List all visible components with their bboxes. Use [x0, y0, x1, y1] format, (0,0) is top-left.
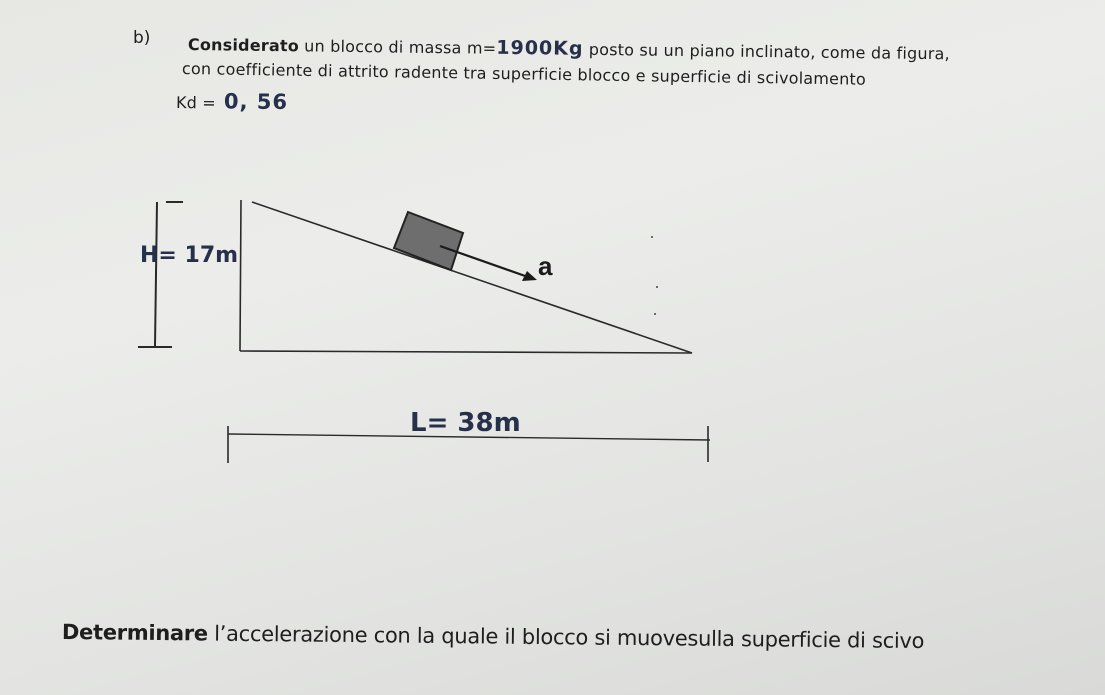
kd-value: 0, 56 [223, 89, 289, 114]
block [394, 212, 463, 270]
plane-slope [252, 202, 692, 353]
length-label: L= 38m [410, 408, 521, 438]
task-text: l’accelerazione con la quale il blocco si muovesulla superficie di scivo [214, 621, 925, 654]
paper-speck [651, 236, 653, 238]
problem-line-2: con coefficiente di attrito radente tra superficie blocco e superficie di scivolamento [181, 59, 867, 89]
paper-speck [654, 313, 656, 315]
acceleration-label: a [538, 251, 553, 281]
paper-speck [656, 286, 658, 288]
intro-bold: Considerato [187, 35, 300, 56]
intro-text: un blocco di massa [304, 36, 462, 58]
height-label: H= 17m [140, 243, 239, 268]
kd-label: Kd = [175, 93, 217, 113]
mass-symbol: m= [466, 38, 497, 58]
height-dimension-line [155, 202, 157, 346]
after-mass-text: posto su un piano inclinato, come da figura, [588, 39, 950, 64]
plane-base [240, 351, 692, 353]
item-label: b) [133, 28, 151, 48]
task-bold: Determinare [61, 620, 208, 646]
mass-value: 1900Kg [496, 36, 584, 60]
plane-vertical-side [240, 200, 241, 351]
